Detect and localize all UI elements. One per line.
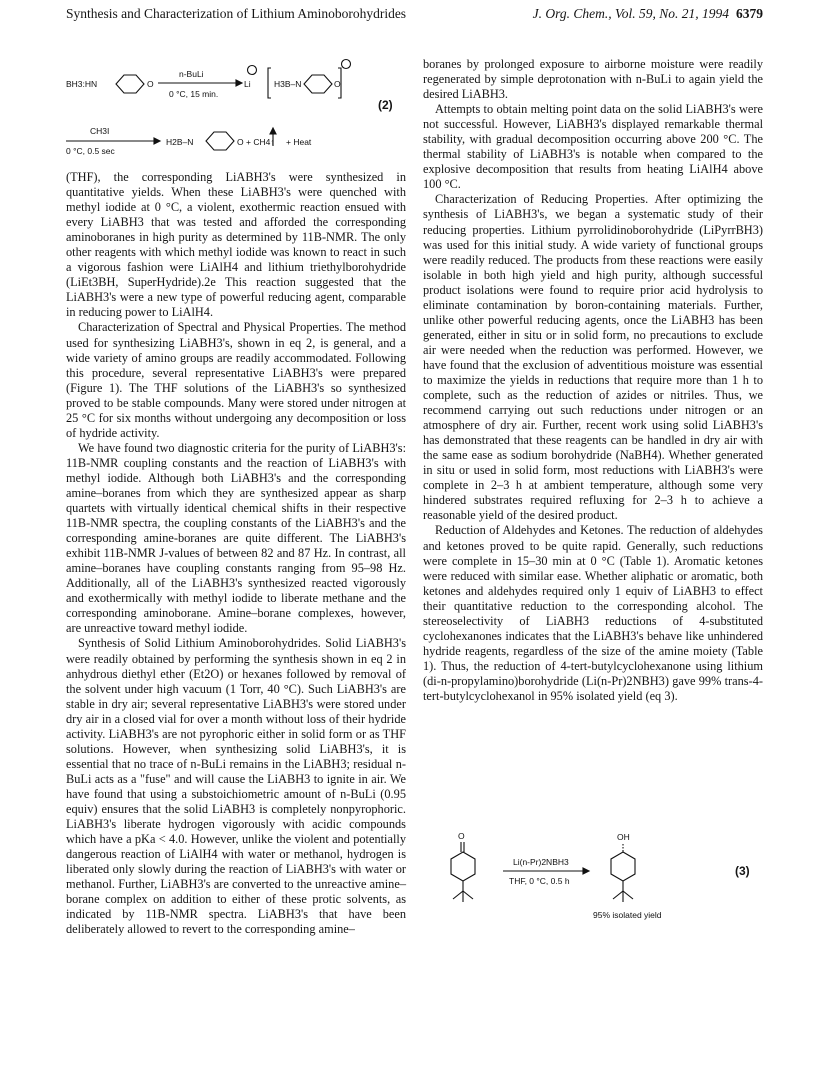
paragraph: (THF), the corresponding LiABH3's were synthesized in quantitative yields. When these LiABH3's were quenched with methyl iodide at 0 °C, a violent, exothermic reaction ensued with every LiABH3 that was tested and afforded the corresponding aminoboranes in high purity as determined by 11B-NMR. The only other reagents with which methyl iodide was known to react in such a vigorous fashion were LiAlH4 and lithium triethylborohydride (LiEt3BH, SuperHydride).2e This reaction suggested that the LiABH3's were a new type of powerful reducing agent, comparable in reducing power to LiAlH4. [66, 170, 406, 320]
arrow-head-1 [236, 80, 242, 86]
equation-number-2: (2) [378, 98, 393, 112]
equation-3-scheme [423, 826, 763, 920]
right-column [423, 57, 763, 704]
running-title: Synthesis and Characterization of Lithium Aminoborohydrides [66, 6, 407, 21]
equation-3-drawing [423, 826, 763, 920]
cyclohexanol-ring [611, 852, 635, 881]
morpholine-ring-1 [116, 75, 144, 93]
running-header [66, 6, 763, 26]
arrow-head-3 [583, 868, 589, 874]
equation-2-scheme [66, 56, 406, 166]
oxygen-label: O [458, 831, 465, 841]
svg-text:O: O [147, 79, 154, 89]
page-number: 6379 [736, 6, 763, 21]
left-column [66, 170, 406, 937]
conditions-2: 0 °C, 0.5 sec [66, 146, 115, 156]
paragraph: Synthesis of Solid Lithium Aminoborohydrides. Solid LiABH3's were readily obtained by performing the synthesis shown in eq 2 in anhydrous diethyl ether (Et2O) or hexanes followed by removal of the solvent under high vacuum (1 Torr, 40 °C). Such LiABH3's are stable in dry air; several representative LiABH3's were stored under dry air in a closed vial for over a month without loss of their hydride activity. LiABH3's are not pyrophoric either in solid form or as THF solutions. However, when synthesizing solid LiABH3's, it is essential that no trace of n-BuLi remains in the LiABH3; residual n-BuLi acts as a "fuse" and will cause the LiABH3 to ignite in air. We have found that using a substoichiometric amount of n-BuLi (0.95 equiv) ensures that the solid LiABH3 is completely nonpyrophoric. LiABH3's liberate hydrogen vigorously with acidic compounds which have a pKa < 4.0. However, unlike the violent and potentially dangerous reaction of LiAlH4 with water or methanol, hydrogen is liberated only slowly during the reaction of LiABH3's with water or methanol. Further, LiABH3's are converted to the unreactive amine–borane complex on addition to either of these protic solvents, as indicated by 11B-NMR spectra. LiABH3's that have been deliberately allowed to revert to the corresponding amine– [66, 636, 406, 937]
svg-text:O: O [334, 79, 341, 89]
paragraph: Reduction of Aldehydes and Ketones. The reduction of aldehydes and ketones proved to be quite rapid. Generally, such reductions were complete in 15–30 min at 0 °C (Table 1). Aromatic ketones were reduced with similar ease. Whether aliphatic or aromatic, both ketones and aldehydes required only 1 equiv of LiABH3 to effect their quantitative reduction to the corresponding alcohol. The stereoselectivity of LiABH3 reductions of 4-substituted cyclohexanones indicates that the LiABH3's behave like unhindered hydride reagents, regardless of the size of the amine moiety (Table 1). Thus, the reduction of 4-tert-butylcyclohexanone using lithium (di-n-propylamino)borohydride (Li(n-Pr)2NBH3) gave 99% trans-4-tert-butylcyclohexanol in 95% isolated yield (eq 3). [423, 523, 763, 703]
paragraph: We have found two diagnostic criteria for the purity of LiABH3's: 11B-NMR coupling constants and the reaction of LiABH3's with methyl iodide. Although both LiABH3's and the corresponding amine–boranes from which they are synthesized appear as sharp quartets with virtually identical chemical shifts in their respective 11B-NMR spectra, the coupling constants of the LiABH3's and the corresponding amine-boranes are quite different. The LiABH3's exhibit 11B-NMR J-values of between 82 and 87 Hz. In contrast, all amine–boranes have coupling constants ranging from 95–98 Hz. Additionally, all of the LiABH3's synthesized reacted vigorously and exothermically with methyl iodide to liberate methane and the corresponding aminoborane. Amine–borane complexes, however, are unreactive toward methyl iodide. [66, 440, 406, 636]
paragraph: boranes by prolonged exposure to airborne moisture were readily regenerated by simple deprotonation with n-BuLi to again yield the desired LiABH3. [423, 57, 763, 102]
paragraph: Characterization of Spectral and Physical Properties. The method used for synthesizing LiABH3's, shown in eq 2, is general, and a wide variety of amino groups are readily accommodated. Following this procedure, several representative LiABH3's were prepared (Figure 1). The THF solutions of the LiABH3's so synthesized proved to be stable compounds. Many were stored under nitrogen at 25 °C for six months without undergoing any decomposition or loss of hydride activity. [66, 320, 406, 440]
negative-charge-icon [342, 60, 351, 69]
hydroxyl-label: OH [617, 832, 630, 842]
paragraph: Attempts to obtain melting point data on the solid LiABH3's were not successful. However, LiABH3's displayed remarkable thermal stability, with gradual decomposition occurring above 200 °C. The thermal stability of LiABH3's is notable when compared to the explosive decomposition that results from heating LiAlH4 above 100 °C. [423, 102, 763, 192]
heat-label: + Heat [286, 137, 312, 147]
aminoborane-label: H2B–N [166, 137, 194, 147]
conditions-1: 0 °C, 15 min. [169, 89, 219, 99]
journal-citation: J. Org. Chem., Vol. 59, No. 21, 1994 [532, 6, 729, 21]
isolated-yield-label: 95% isolated yield [593, 910, 662, 920]
reactant-label: BH3:HN [66, 79, 98, 89]
svg-text:Li: Li [244, 79, 251, 89]
cyclohexanone-ring [451, 852, 475, 881]
reagent-methyl-iodide: CH3I [90, 126, 110, 136]
gas-evolution-arrow-icon [270, 128, 276, 134]
reagent-label: Li(n-Pr)2NBH3 [513, 857, 569, 867]
conditions-label: THF, 0 °C, 0.5 h [509, 876, 570, 886]
methane-label: + CH4↑ [246, 137, 275, 147]
svg-text:H3B–N: H3B–N [274, 79, 302, 89]
svg-text:O: O [237, 137, 244, 147]
arrow-head-2 [154, 138, 160, 144]
morpholine-ring-3 [206, 132, 234, 150]
reagent-nbuli: n-BuLi [179, 69, 204, 79]
paragraph: Characterization of Reducing Properties. After optimizing the synthesis of LiABH3's, we began a systematic study of their reducing properties. Lithium pyrrolidinoborohydride (LiPyrrBH3) was used for this initial study. A wide variety of functional groups were readily reduced. The products from these reactions were easily isolable in both high yield and high purity, although successful product isolations were found to require prior acid hydrolysis to eliminate contamination by boron-containing materials. Further, unlike other powerful reducing agents, once the LiABH3 has been generated, either in situ or in solid form, no precautions to exclude air were needed when the reduction was performed. However, we have found that the exclusion of adventitious moisture was essential to maximize the yields in reductions that require more than 1 h to complete, such as the reduction of azides or nitriles. Thus, we recommend carrying out such reductions under nitrogen or an atmosphere of dry air. Further, recent work using solid LiABH3's has demonstrated that these reagents can be handled in dry air with the same ease as sodium borohydride (NaBH4). Whether generated in situ or used in solid form, most reductions with LiABH3's were complete in 2–3 h at ambient temperature, although some very hindered substrates required refluxing for 2–3 h to achieve a reasonable yield of the desired product. [423, 192, 763, 523]
positive-charge-icon [248, 66, 257, 75]
morpholine-ring-2 [304, 75, 332, 93]
equation-2-drawing [66, 56, 406, 166]
equation-number-3: (3) [735, 864, 750, 878]
